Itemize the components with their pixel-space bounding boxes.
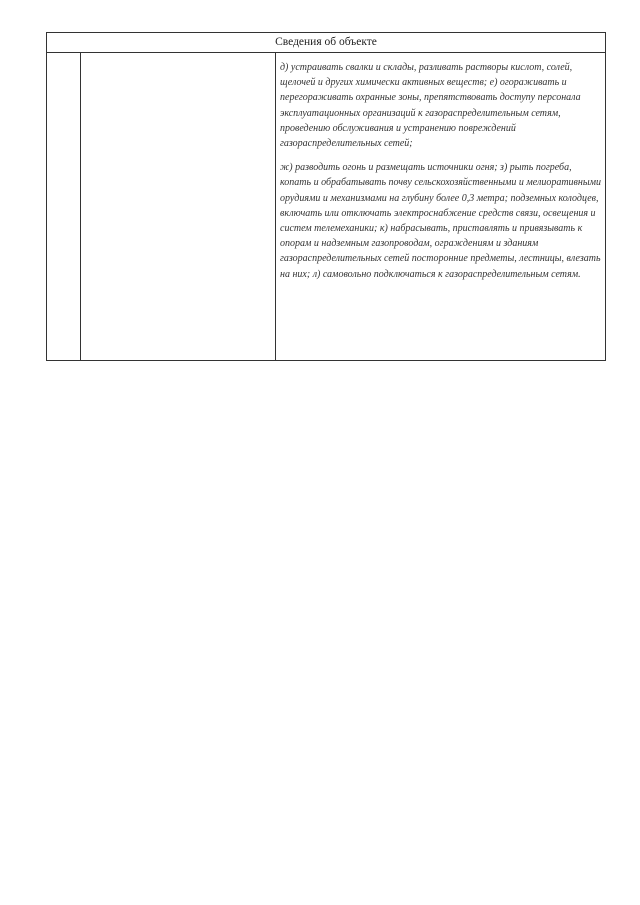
object-info-table [46,32,606,361]
row-description-cell [276,53,606,361]
table-row [47,53,606,361]
row-name-cell [81,53,276,361]
table-header-title: Сведения об объекте [47,33,606,53]
table-header-row [47,33,606,53]
description-paragraph-1: д) устраивать свалки и склады, разливать растворы кислот, солей, щелочей и других химически активных веществ; е) огораживать и перегораживать охранные зоны, препятствовать доступу персонала эксплуатационных организаций к газораспределительным сетям, проведению обслуживания и устранению повреждений газораспределительных сетей; [280,62,581,150]
description-paragraph-2: ж) разводить огонь и размещать источники огня; з) рыть погреба, копать и обрабатывать почву сельскохозяйственными и мелиоративными орудиями и механизмами на глубину более 0,3 метра; подземных колодцев, включать или отключать электроснабжение средств связи, освещения и систем телемеханики; к) набрасывать, приставлять и привязывать к опорам и надземным газопроводам, ограждениям и зданиям газораспределительных сетей посторонние предметы, лестницы, влезать на них; л) самовольно подключаться к газораспределительным сетям. [280,162,602,280]
row-number-cell [47,53,81,361]
